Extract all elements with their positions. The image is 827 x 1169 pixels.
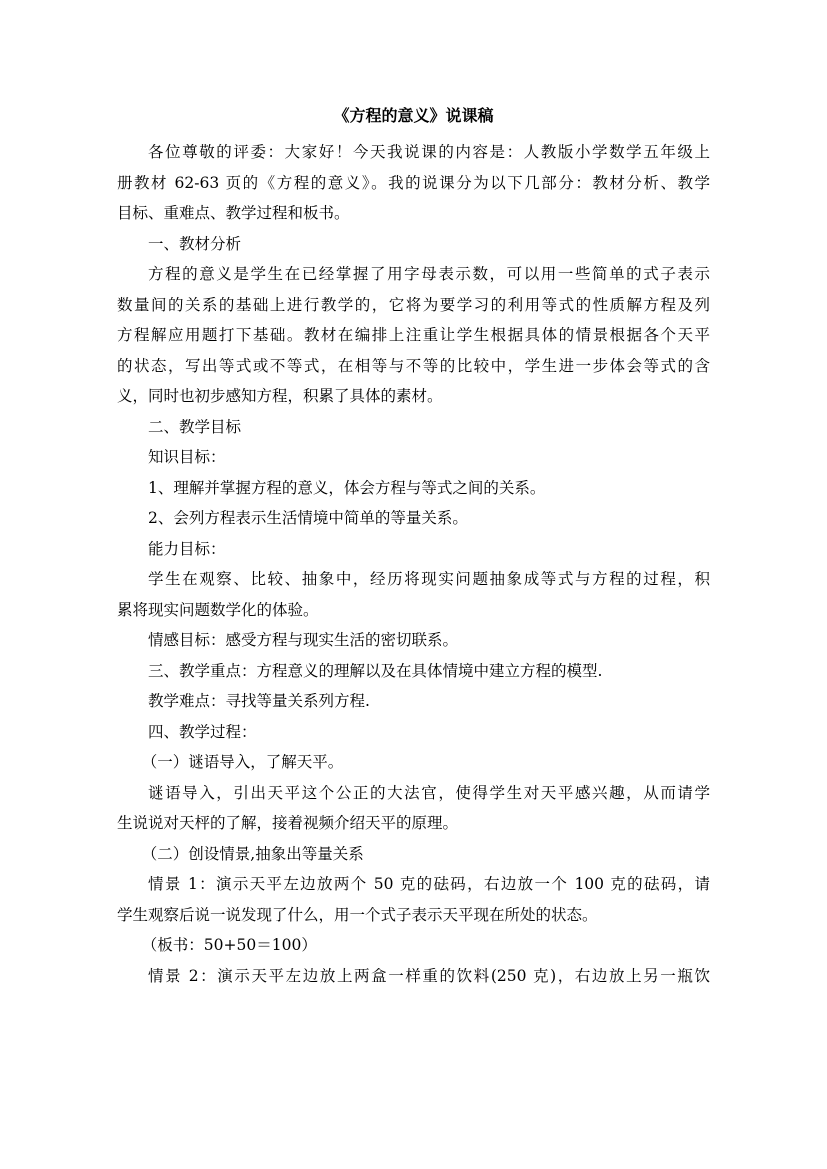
list-item: 2、会列方程表示生活情境中简单的等量关系。 xyxy=(148,509,468,527)
text-line: 各位尊敬的评委：大家好！今天我说课的内容是：人教版小学数学五年级上 xyxy=(148,143,710,161)
document-body xyxy=(117,137,710,991)
text-line: 的状态，写出等式或不等式，在相等与不等的比较中，学生进一步体会等式的含 xyxy=(117,356,710,375)
section-heading: 三、教学重点：方程意义的理解以及在具体情境中建立方程的模型. xyxy=(148,661,603,680)
text-line: 谜语导入，引出天平这个公正的大法官，使得学生对天平感兴趣，从而请学 xyxy=(148,783,710,802)
paragraph-scene-1 xyxy=(117,869,710,930)
text-line: 义，同时也初步感知方程，积累了具体的素材。 xyxy=(117,387,443,405)
text-line: 生说说对天枰的了解，接着视频介绍天平的原理。 xyxy=(117,814,459,832)
step-heading: （一）谜语导入，了解天平。 xyxy=(141,753,344,771)
paragraph-riddle xyxy=(117,778,710,839)
subheading: 教学难点：寻找等量关系列方程. xyxy=(148,692,370,710)
text-line: 情景 2：演示天平左边放上两盒一样重的饮料(250 克)，右边放上另一瓶饮 xyxy=(148,966,710,985)
subheading: 知识目标： xyxy=(148,448,226,466)
list-item: 1、理解并掌握方程的意义，体会方程与等式之间的关系。 xyxy=(148,478,546,497)
subheading: 能力目标： xyxy=(148,539,226,558)
text-line: 方程的意义是学生在已经掌握了用字母表示数，可以用一些简单的式子表示 xyxy=(148,265,710,283)
section-heading: 一、教材分析 xyxy=(148,234,242,253)
text-line: 目标、重难点、教学过程和板书。 xyxy=(117,204,350,222)
document-title: 《方程的意义》说课稿 xyxy=(333,106,494,125)
step-heading: （二）创设情景,抽象出等量关系 xyxy=(141,844,364,863)
paragraph-analysis xyxy=(117,259,710,412)
text-line: 学生观察后说一说发现了什么，用一个式子表示天平现在所处的状态。 xyxy=(117,905,598,924)
subheading: 情感目标：感受方程与现实生活的密切联系。 xyxy=(148,631,459,649)
text-line: 数量间的关系的基础上进行教学的，它将为要学习的利用等式的性质解方程及列 xyxy=(117,295,710,314)
text-line: 方程解应用题打下基础。教材在编排上注重让学生根据具体的情景根据各个天平 xyxy=(117,326,710,344)
section-heading: 四、教学过程： xyxy=(148,722,257,741)
paragraph-ability xyxy=(117,564,710,625)
board-note: （板书：50+50＝100） xyxy=(141,936,317,954)
text-line: 情景 1：演示天平左边放两个 50 克的砝码，右边放一个 100 克的砝码，请 xyxy=(148,875,710,893)
paragraph-intro xyxy=(117,137,710,229)
section-heading: 二、教学目标 xyxy=(148,417,242,436)
paragraph-scene-2 xyxy=(117,961,710,992)
text-line: 册教材 62-63 页的《方程的意义》。我的说课分为以下几部分：教材分析、教学 xyxy=(117,173,710,192)
text-line: 学生在观察、比较、抽象中，经历将现实问题抽象成等式与方程的过程，积 xyxy=(148,570,710,588)
text-line: 累将现实问题数学化的体验。 xyxy=(117,600,319,619)
